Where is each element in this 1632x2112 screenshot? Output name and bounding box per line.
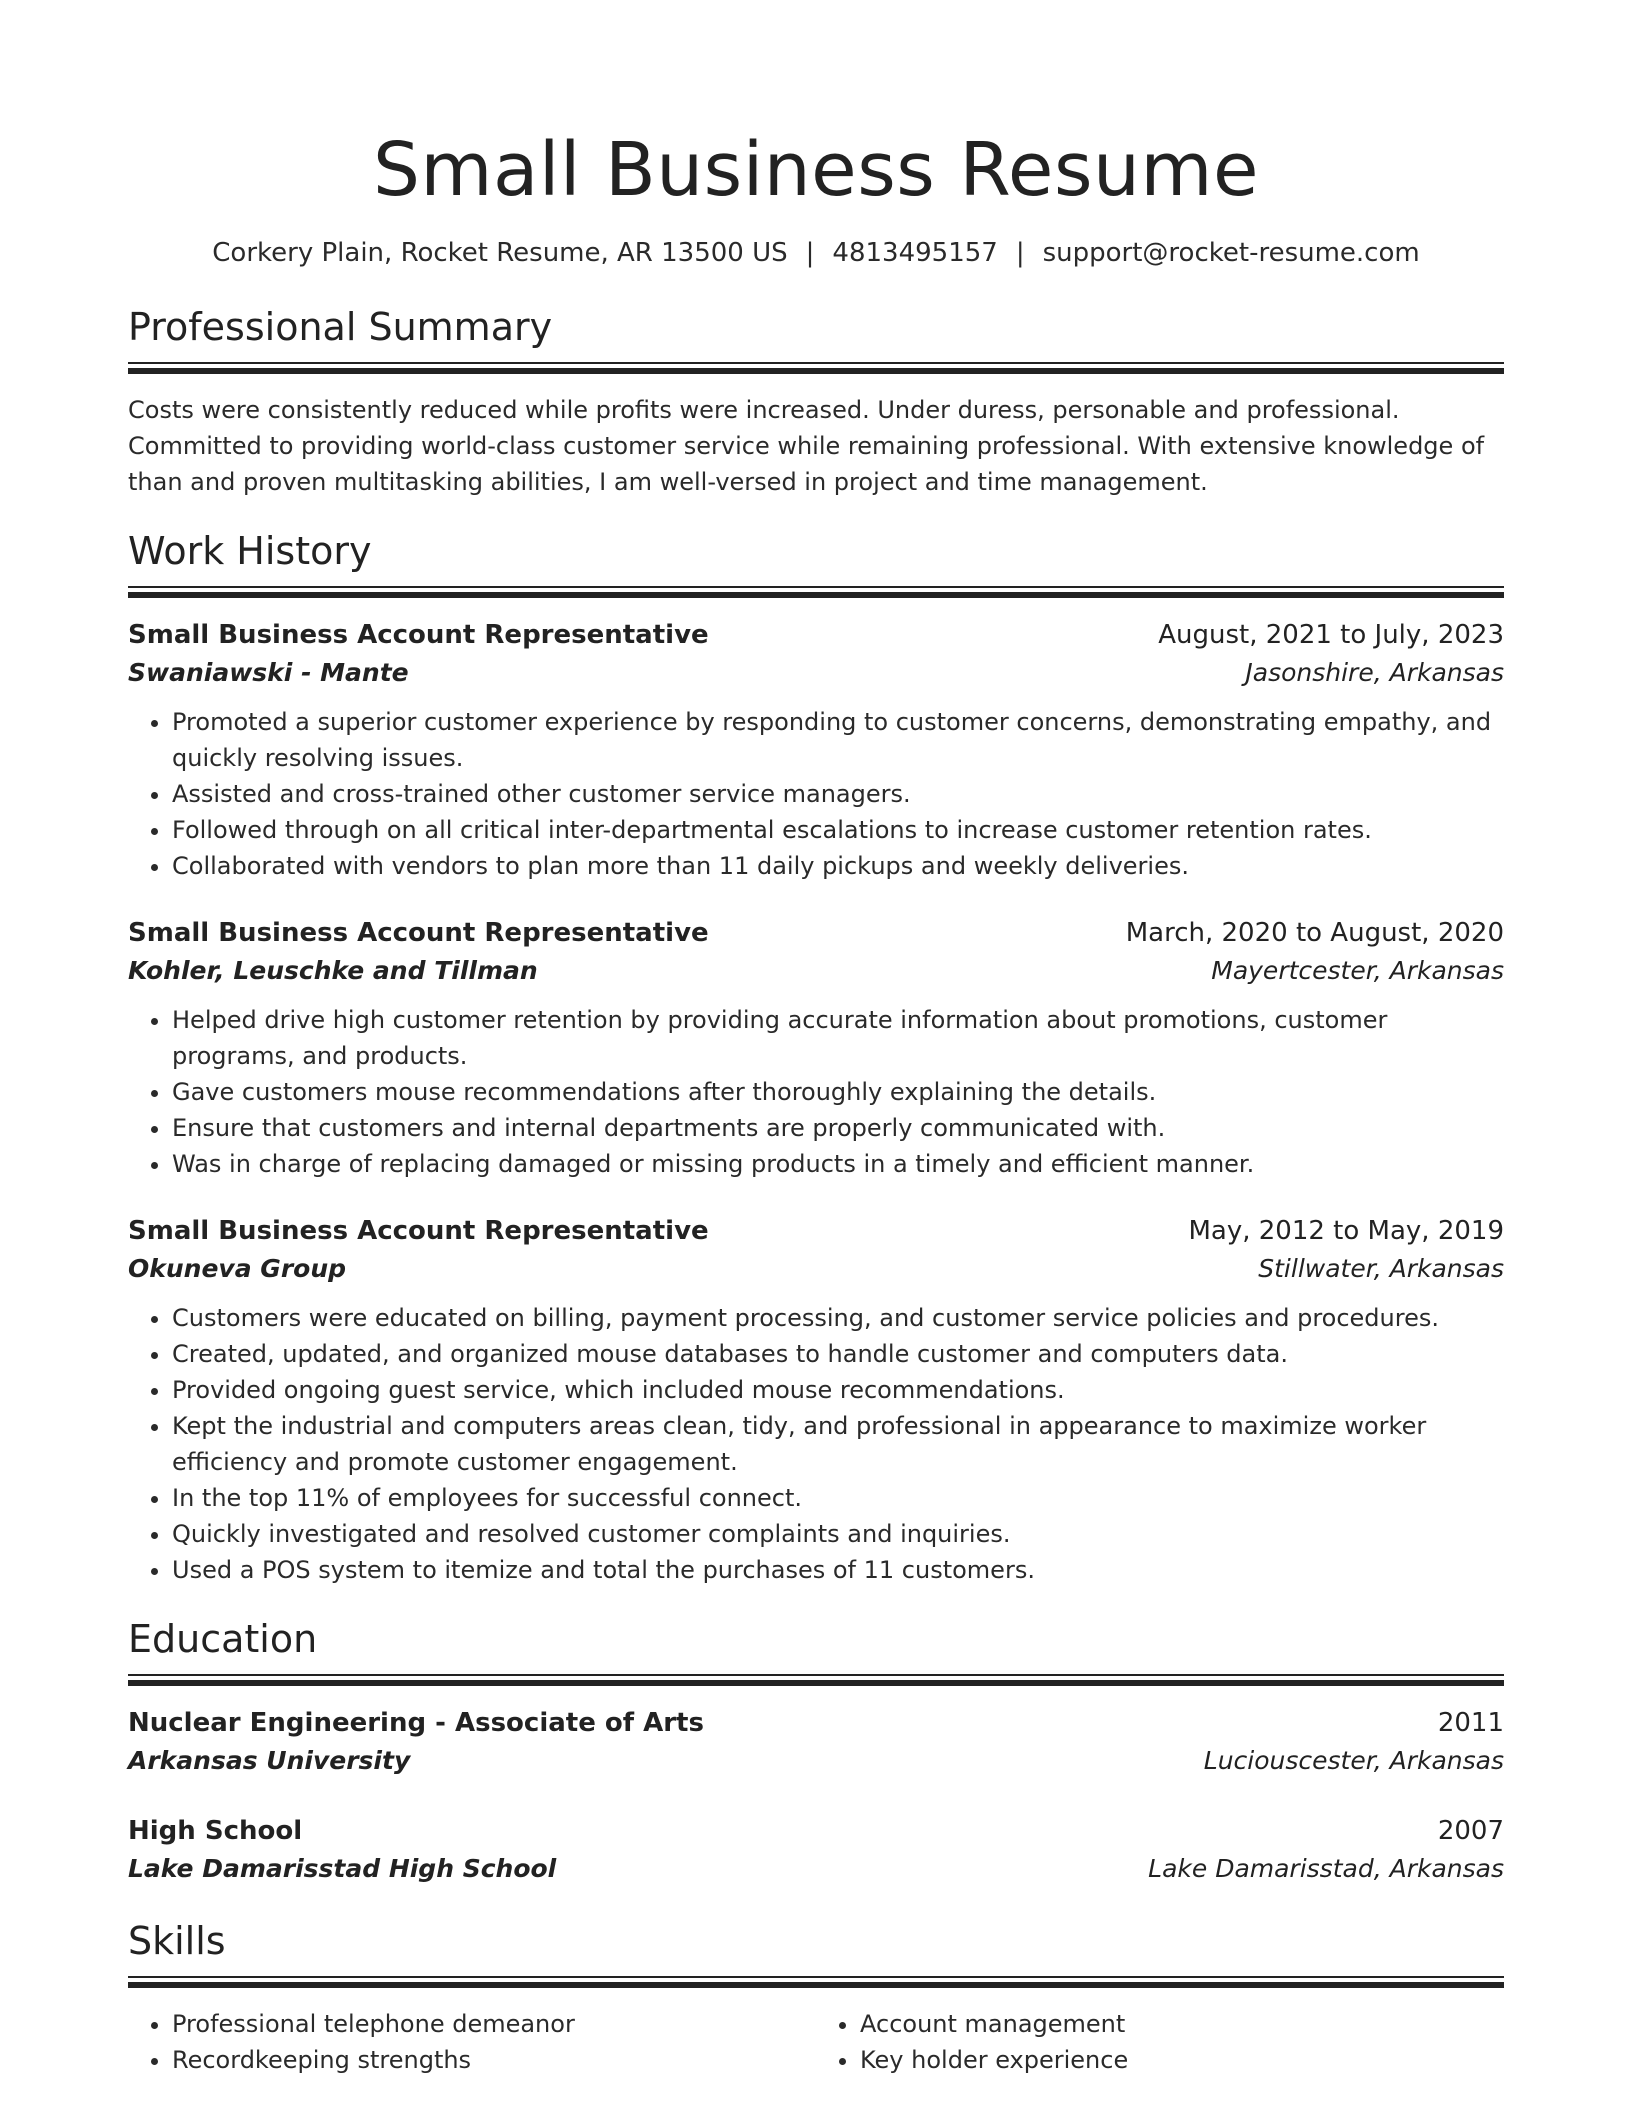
job-entry — [128, 914, 1504, 1182]
bullet-item: • Provided ongoing guest service, which included mouse recommendations. — [172, 1372, 1504, 1408]
bullet-item: • Promoted a superior customer experience by responding to customer concerns, demonstrating empathy, and quickly resolving issues. — [172, 704, 1504, 776]
job-title: Small Business Account Representative — [128, 620, 709, 650]
section-divider — [128, 586, 1504, 598]
job-dates: March, 2020 to August, 2020 — [1125, 918, 1504, 948]
bullet-item: • Collaborated with vendors to plan more than 11 daily pickups and weekly deliveries. — [172, 848, 1504, 884]
contact-separator: | — [1015, 238, 1025, 268]
education-location: Luciouscester, Arkansas — [1203, 1746, 1504, 1775]
job-title: Small Business Account Representative — [128, 1216, 709, 1246]
bullet-item: • Ensure that customers and internal departments are properly communicated with. — [172, 1110, 1504, 1146]
job-bullets — [128, 1300, 1504, 1588]
skills-grid — [128, 2006, 1504, 2078]
skill-item: • Recordkeeping strengths — [172, 2042, 816, 2078]
job-entry — [128, 1212, 1504, 1588]
education-school: Lake Damarisstad High School — [128, 1854, 557, 1883]
bullet-item: • Was in charge of replacing damaged or missing products in a timely and efficient manner. — [172, 1146, 1504, 1182]
section-heading-skills: Skills — [128, 1919, 226, 1963]
job-title: Small Business Account Representative — [128, 918, 709, 948]
job-company: Kohler, Leuschke and Tillman — [128, 956, 538, 985]
summary-section — [128, 304, 1504, 500]
job-company: Swaniawski - Mante — [128, 658, 409, 687]
job-entry — [128, 616, 1504, 884]
skill-item: • Professional telephone demeanor — [172, 2006, 816, 2042]
bullet-item: • Assisted and cross-trained other customer service managers. — [172, 776, 1504, 812]
education-section — [128, 1616, 1504, 1888]
education-degree: High School — [128, 1816, 303, 1846]
education-degree: Nuclear Engineering - Associate of Arts — [128, 1708, 704, 1738]
job-dates: August, 2021 to July, 2023 — [1158, 620, 1504, 650]
contact-line — [128, 236, 1504, 270]
skills-column-left — [128, 2006, 816, 2078]
skill-item: • Account management — [860, 2006, 1504, 2042]
contact-email: support@rocket-resume.com — [1042, 238, 1420, 268]
contact-separator: | — [805, 238, 815, 268]
bullet-item: • Gave customers mouse recommendations after thoroughly explaining the details. — [172, 1074, 1504, 1110]
skills-section — [128, 1918, 1504, 2078]
section-divider — [128, 362, 1504, 374]
job-dates: May, 2012 to May, 2019 — [1188, 1216, 1504, 1246]
section-heading-summary: Professional Summary — [128, 305, 553, 349]
education-school: Arkansas University — [128, 1746, 411, 1775]
resume-title: Small Business Resume — [372, 127, 1260, 213]
bullet-item: • Kept the industrial and computers areas clean, tidy, and professional in appearance to maximize worker efficiency and promote customer engagement. — [172, 1408, 1504, 1480]
bullet-item: • Quickly investigated and resolved customer complaints and inquiries. — [172, 1516, 1504, 1552]
work-history-section — [128, 528, 1504, 1588]
bullet-item: • Helped drive high customer retention by providing accurate information about promotions, customer programs, and products. — [172, 1002, 1504, 1074]
resume-page — [128, 0, 1504, 2078]
job-bullets — [128, 704, 1504, 884]
section-divider — [128, 1976, 1504, 1988]
education-year: 2007 — [1437, 1816, 1504, 1846]
education-location: Lake Damarisstad, Arkansas — [1148, 1854, 1504, 1883]
skill-item: • Key holder experience — [860, 2042, 1504, 2078]
bullet-item: • Followed through on all critical inter-departmental escalations to increase customer retention rates. — [172, 812, 1504, 848]
job-location: Stillwater, Arkansas — [1258, 1254, 1504, 1283]
section-heading-education: Education — [128, 1617, 318, 1661]
bullet-item: • In the top 11% of employees for successful connect. — [172, 1480, 1504, 1516]
contact-phone: 4813495157 — [832, 238, 998, 268]
section-divider — [128, 1674, 1504, 1686]
education-year: 2011 — [1437, 1708, 1504, 1738]
bullet-item: • Used a POS system to itemize and total the purchases of 11 customers. — [172, 1552, 1504, 1588]
education-entry — [128, 1812, 1504, 1888]
section-heading-work: Work History — [128, 529, 372, 573]
summary-text: Costs were consistently reduced while profits were increased. Under duress, personable and professional. Committed to providing world-class customer service while remaining professional. With extensive knowledge of than and proven multitasking abilities, I am well-versed in project and time management. — [128, 396, 1485, 496]
education-entry — [128, 1704, 1504, 1780]
job-company: Okuneva Group — [128, 1254, 347, 1283]
job-location: Mayertcester, Arkansas — [1211, 956, 1504, 985]
bullet-item: • Created, updated, and organized mouse databases to handle customer and computers data. — [172, 1336, 1504, 1372]
contact-address: Corkery Plain, Rocket Resume, AR 13500 US — [212, 238, 788, 268]
bullet-item: • Customers were educated on billing, payment processing, and customer service policies and procedures. — [172, 1300, 1504, 1336]
job-bullets — [128, 1002, 1504, 1182]
skills-column-right — [816, 2006, 1504, 2078]
job-location: Jasonshire, Arkansas — [1245, 658, 1504, 687]
